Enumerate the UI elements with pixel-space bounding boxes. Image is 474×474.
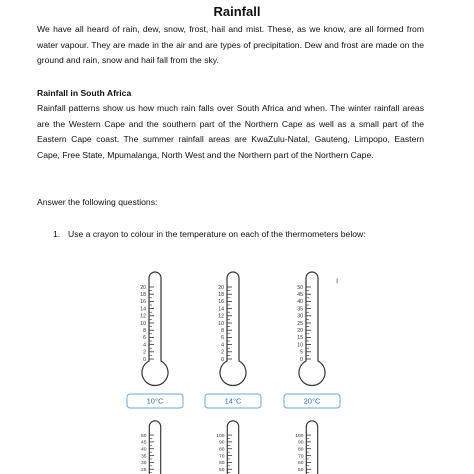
scale-label: 6 bbox=[221, 335, 224, 342]
scale-label: 100 bbox=[216, 433, 225, 439]
page-title: Rainfall bbox=[213, 4, 261, 19]
scale-label: 35 bbox=[297, 306, 303, 313]
scale-label: 6 bbox=[143, 335, 146, 342]
scale-label: 25 bbox=[297, 320, 303, 327]
scale-label: 0 bbox=[300, 356, 303, 363]
scale-label: 12 bbox=[218, 313, 224, 320]
scale-label: 45 bbox=[140, 440, 147, 446]
scale-label: 2 bbox=[221, 349, 224, 356]
scale-label: 0 bbox=[143, 356, 146, 363]
scale-label: 16 bbox=[218, 299, 224, 306]
scale-label: 4 bbox=[143, 342, 146, 349]
scale-label: 30 bbox=[140, 461, 147, 467]
scale-label: 60 bbox=[297, 461, 304, 467]
temperature-label: 14°C bbox=[224, 396, 242, 406]
scale-label: 70 bbox=[218, 454, 225, 460]
scale-label: 40 bbox=[297, 299, 303, 306]
scale-label: 18 bbox=[140, 292, 146, 298]
scale-label: 14 bbox=[140, 306, 146, 313]
scale-label: 4 bbox=[221, 342, 224, 349]
thermometer-5[interactable] bbox=[193, 417, 273, 474]
scale-label: 16 bbox=[140, 299, 146, 306]
scale-label: 50 bbox=[297, 284, 303, 291]
scale-label: 50 bbox=[297, 467, 304, 473]
thermometer-6[interactable] bbox=[272, 417, 352, 474]
scale-label: 8 bbox=[143, 328, 146, 334]
scale-label: 2 bbox=[143, 349, 146, 356]
scale-label: 90 bbox=[297, 440, 304, 446]
thermometer-3[interactable] bbox=[272, 268, 352, 418]
thermometer-4[interactable] bbox=[115, 417, 195, 474]
scale-label: 20 bbox=[218, 284, 224, 291]
temperature-label: 10°C bbox=[146, 396, 164, 406]
instruction-text: Answer the following questions: bbox=[37, 197, 158, 207]
stray-mark: ı bbox=[336, 276, 339, 285]
scale-label: 50 bbox=[218, 467, 225, 473]
section-paragraph: Rainfall patterns show us how much rain falls over South Africa and when. The winter rainfall areas are the Western Cape and the southern part of the Northern Cape as well as a small part of the Eastern Cape coast. The summer rainfall areas are KwaZulu-Natal, Gauteng, Limpopo, Eastern Cape, Free State, Mpumalanga, North West and the Northern part of the Northern Cape. bbox=[37, 103, 424, 160]
scale-label: 5 bbox=[300, 349, 303, 356]
intro-paragraph: We have all heard of rain, dew, snow, frost, hail and mist. These, as we know, are all formed from water vapour. They are made in the air and are types of precipitation. Dew and frost are made on the ground and rain, snow and hail fall from the sky. bbox=[37, 24, 424, 65]
scale-label: 12 bbox=[140, 313, 146, 320]
scale-label: 70 bbox=[297, 454, 304, 460]
scale-label: 35 bbox=[140, 454, 147, 460]
scale-label: 15 bbox=[297, 335, 303, 342]
scale-label: 10 bbox=[140, 320, 146, 327]
scale-label: 80 bbox=[218, 447, 225, 453]
scale-label: 8 bbox=[221, 328, 224, 334]
scale-label: 10 bbox=[218, 320, 224, 327]
scale-label: 25 bbox=[140, 467, 147, 473]
question-text: Use a crayon to colour in the temperature on each of the thermometers below: bbox=[68, 229, 366, 239]
scale-label: 20 bbox=[297, 328, 303, 334]
scale-label: 30 bbox=[297, 313, 303, 320]
question-number: 1. bbox=[53, 229, 61, 239]
section-heading: Rainfall in South Africa bbox=[37, 88, 132, 98]
scale-label: 14 bbox=[218, 306, 224, 313]
temperature-label: 20°C bbox=[303, 396, 321, 406]
thermometer-1[interactable] bbox=[115, 268, 195, 418]
scale-label: 90 bbox=[218, 440, 225, 446]
thermometer-2[interactable] bbox=[193, 268, 273, 418]
scale-label: 20 bbox=[140, 284, 146, 291]
scale-label: 18 bbox=[218, 292, 224, 298]
scale-label: 80 bbox=[297, 447, 304, 453]
scale-label: 10 bbox=[297, 342, 303, 349]
scale-label: 100 bbox=[295, 433, 304, 439]
scale-label: 50 bbox=[140, 433, 147, 439]
scale-label: 45 bbox=[297, 292, 303, 298]
scale-label: 60 bbox=[218, 461, 225, 467]
scale-label: 0 bbox=[221, 356, 224, 363]
scale-label: 40 bbox=[140, 447, 147, 453]
